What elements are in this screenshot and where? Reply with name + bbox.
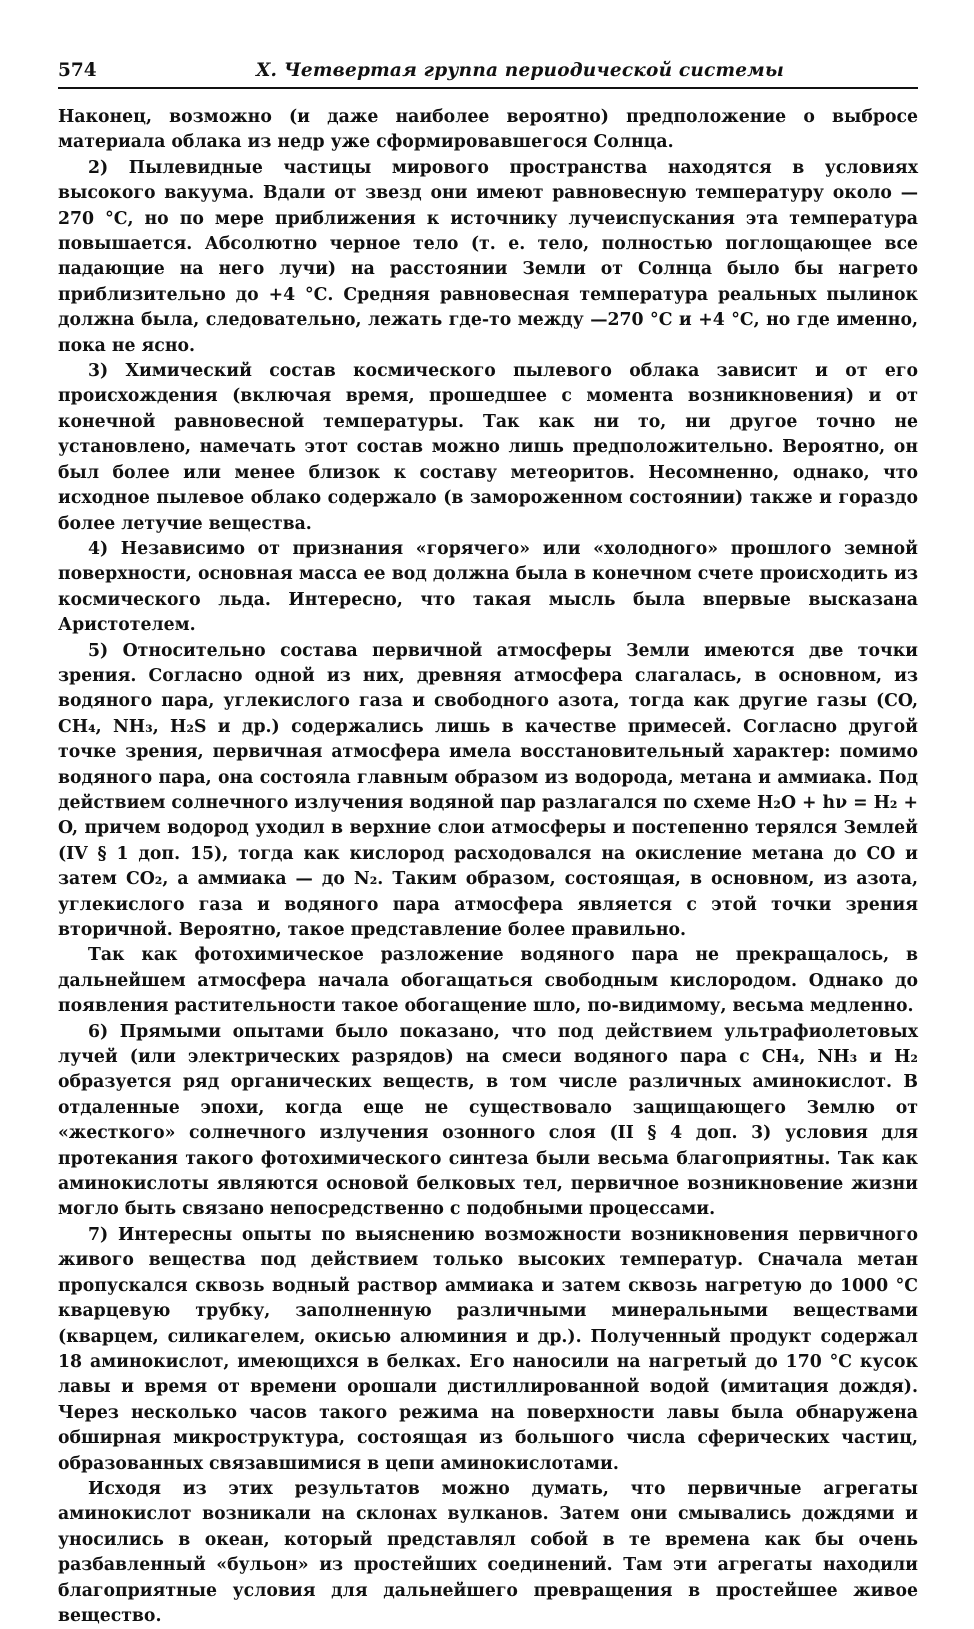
paragraph-note-3: 3) Химический состав космического пылевого облака зависит и от его происхождения (включая время, прошедшее с момента возникновения) и от конечной равновесной температуры. Так как ни то, ни другое точно не установлено, намечать этот состав можно лишь предположительно. Вероятно, он был более или менее близок к составу метеоритов. Несомненно, однако, что исходное пылевое облако содержало (в замороженном состоянии) также и гораздо более летучие вещества.	[58, 361, 918, 534]
running-title: X. Четвертая группа периодической системы	[256, 60, 784, 81]
paragraph-intro: Наконец, возможно (и даже наиболее вероятно) предположение о выбросе материала облака из недр уже сформировавшегося Солнца.	[58, 107, 918, 153]
paragraph-note-6: 6) Прямыми опытами было показано, что под действием ультрафиолетовых лучей (или электрических разрядов) на смеси водяного пара с CH₄, NH₃ и H₂ образуется ряд органических веществ, в том числе различных аминокислот. В отдаленные эпохи, когда еще не существовало защищающего Землю от «жесткого» солнечного излучения озонного слоя (II § 4 доп. 3) условия для протекания такого фотохимического синтеза были весьма благоприятны. Так как аминокислоты являются основой белковых тел, первичное возникновение жизни могло быть связано непосредственно с подобными процессами.	[58, 1021, 918, 1220]
paragraph-note-5: 5) Относительно состава первичной атмосферы Земли имеются две точки зрения. Согласно одной из них, древняя атмосфера слагалась, в основном, из водяного пара, углекислого газа и свободного азота, тогда как другие газы (CO, CH₄, NH₃, H₂S и др.) содержались лишь в качестве примесей. Согласно другой точке зрения, первичная атмосфера имела восстановительный характер: помимо водяного пара, она состояла главным образом из водорода, метана и аммиака. Под действием солнечного излучения водяной пар разлагался по схеме H₂O + hν = H₂ + O, причем водород уходил в верхние слои атмосферы и постепенно терялся Землей (IV § 1 доп. 15), тогда как кислород расходовался на окисление метана до CO и затем CO₂, а аммиака — до N₂. Таким образом, состоящая, в основном, из азота, углекислого газа и водяного пара атмосфера является с этой точки зрения вторичной. Вероятно, такое представление более правильно.	[58, 640, 918, 940]
paragraph-note-4: 4) Независимо от признания «горячего» или «холодного» прошлого земной поверхности, основная масса ее вод должна была в конечном счете происходить из космического льда. Интересно, что такая мысль была впервые высказана Аристотелем.	[58, 538, 918, 636]
book-page	[58, 60, 918, 1629]
paragraph-note-7: 7) Интересны опыты по выяснению возможности возникновения первичного живого вещества под действием только высоких температур. Сначала метан пропускался сквозь водный раствор аммиака и затем сквозь нагретую до 1000 °С кварцевую трубку, заполненную различными минеральными веществами (кварцем, силикагелем, окисью алюминия и др.). Полученный продукт содержал 18 аминокислот, имеющихся в белках. Его наносили на нагретый до 170 °С кусок лавы и время от времени орошали дистиллированной водой (имитация дождя). Через несколько часов такого режима на поверхности лавы была обнаружена обширная микроструктура, состоящая из большого числа сферических частиц, образованных связавшимися в цепи аминокислотами.	[58, 1224, 918, 1474]
running-header	[58, 60, 918, 89]
page-number: 574	[58, 60, 97, 81]
text-body	[58, 105, 918, 1629]
paragraph-oxygen: Так как фотохимическое разложение водяного пара не прекращалось, в дальнейшем атмосфера начала обогащаться свободным кислородом. Однако до появления растительности такое обогащение шло, по-видимому, весьма медленно.	[58, 945, 918, 1017]
paragraph-conclusion: Исходя из этих результатов можно думать, что первичные агрегаты аминокислот возникали на склонах вулканов. Затем они смывались дождями и уносились в океан, который представлял собой в те времена как бы очень разбавленный «бульон» из простейших соединений. Там эти агрегаты находили благоприятные условия для дальнейшего превращения в простейшее живое вещество.	[58, 1478, 918, 1626]
paragraph-note-2: 2) Пылевидные частицы мирового пространства находятся в условиях высокого вакуума. Вдали от звезд они имеют равновесную температуру около —270 °С, но по мере приближения к источнику лучеиспускания эта температура повышается. Абсолютно черное тело (т. е. тело, полностью поглощающее все падающие на него лучи) на расстоянии Земли от Солнца было бы нагрето приблизительно до +4 °С. Средняя равновесная температура реальных пылинок должна была, следовательно, лежать где-то между —270 °С и +4 °С, но где именно, пока не ясно.	[58, 157, 918, 356]
